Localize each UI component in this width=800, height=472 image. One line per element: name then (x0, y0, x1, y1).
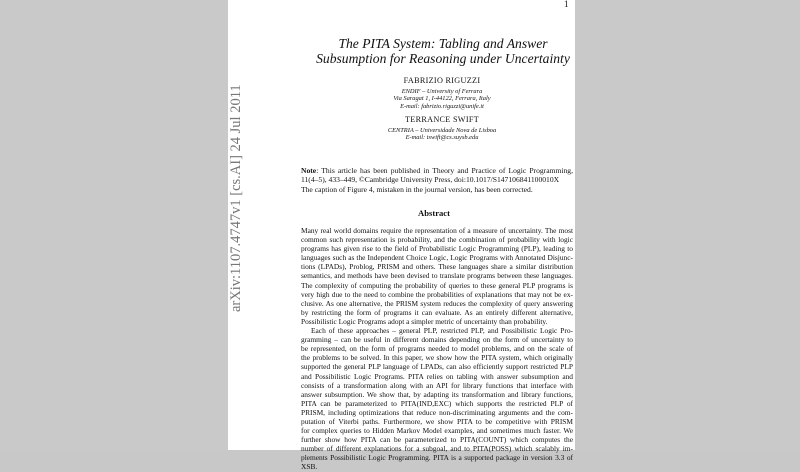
abstract-line: The complexity of computing the probability of queries to these general PLP programs is (301, 280, 573, 290)
author-block (318, 76, 566, 110)
abstract-line: programs has given rise to the field of Probabilistic Logic Programming (PLP), leading to (301, 244, 573, 254)
author-affiliation: CENTRIA – Universidade Nova de Lisboa (387, 127, 497, 134)
abstract-line: supported the general PLP language of LPADs, can also efficiently support restricted PLP (301, 362, 573, 372)
abstract-line: common such representation is probability, and the combination of probability with logic (301, 235, 573, 245)
caption-correction: The caption of Figure 4, mistaken in the journal version, has been corrected. (301, 184, 533, 194)
abstract-line: for complex queries to Hidden Markov Model examples, and sometimes much faster. We (301, 426, 573, 436)
abstract-line: PITA can be parameterized to PITA(IND,EXC) which supports the restricted PLP of (301, 398, 573, 408)
author-block (318, 115, 566, 142)
abstract-heading: Abstract (418, 208, 450, 218)
abstract-line: languages such as the Independent Choice Logic, Logic Programs with Annotated Disjunc- (301, 253, 573, 263)
abstract-line: and Possibilistic Logic Programs. PITA relies on tabling with answer subsumption and (301, 371, 573, 381)
note-label: Note (301, 166, 317, 175)
arxiv-stamp-text: arXiv:1107.4747v1 [cs.AI] 24 Jul 2011 (228, 84, 244, 312)
author-name: TERRANCE SWIFT (404, 115, 480, 124)
abstract-line: gramming – can be useful in different domains depending on the form of uncertainty to (301, 335, 573, 345)
author-email: E-mail: tswift@cs.suysb.edu (405, 134, 479, 142)
title-line: Subsumption for Reasoning under Uncertainty (316, 51, 570, 66)
abstract-line: further show how PITA can be parameterized to PITA(COUNT) which computes the (301, 435, 573, 445)
abstract-line: Many real world domains require the representation of a measure of uncertainty. The most (301, 226, 573, 235)
title-line: The PITA System: Tabling and Answer (338, 36, 548, 51)
author-name: FABRIZIO RIGUZZI (403, 76, 481, 85)
author-address: Via Saragat 1, I-44122, Ferrara, Italy (393, 95, 491, 103)
abstract-line: tions (LPADs), Problog, PRISM and others. These languages share a similar distribution (301, 262, 573, 272)
abstract-line: very high due to the need to combine the probabilities of explanations that may not be ex- (301, 289, 573, 299)
abstract-line: semantics, and methods have been devised to translate programs between these languages. (301, 271, 573, 281)
abstract-line: XSB. (301, 462, 318, 472)
abstract-line: plements Possibilistic Logic Programming. PITA is a supported package in version 3.3 of (301, 453, 573, 463)
note-text: : This article has been published in Theory and Practice of Logic Programming, 11(4–5), 433–449, ©Cambridge University Press, doi:10.1017/S147106841100010X (301, 166, 573, 185)
arxiv-stamp (224, 0, 246, 450)
abstract-line: clusive. As one alternative, the PRISM system reduces the complexity of query answering (301, 298, 573, 308)
page-number: 1 (564, 0, 569, 9)
abstract-line: number of different explanations for a subgoal, and to PITA(POSS) which scalably im- (301, 444, 573, 454)
abstract-line: answer subsumption. We show that, by adapting its transformation and library functions, (301, 389, 573, 399)
abstract-body (301, 226, 573, 472)
abstract-line: be represented, on the form of programs needed to model problems, and on the scale of (301, 344, 573, 354)
abstract-line: Each of these approaches – general PLP, restricted PLP, and Possibilistic Logic Pro- (311, 326, 573, 336)
abstract-line: consists of a transformation along with an API for library functions that interface with (301, 380, 573, 390)
author-email: E-mail: fabrizio.riguzzi@unife.it (400, 102, 484, 110)
paper-title (308, 36, 578, 66)
abstract-line: PRISM, including optimizations that reduce non-discriminating arguments and the com- (301, 407, 573, 417)
abstract-line: putation of Viterbi paths. Furthermore, we show PITA to be competitive with PRISM (301, 416, 573, 426)
abstract-line: the problems to be solved. In this paper, we show how the PITA system, which originally (301, 353, 573, 363)
abstract-line: Possibilistic Logic Programs adopt a simpler metric of uncertainty than probability. (301, 316, 548, 326)
author-affiliation: ENDIF – University of Ferrara (401, 88, 483, 95)
publication-note (301, 166, 573, 194)
paper-page (228, 0, 575, 472)
abstract-line: by restricting the form of programs it can evaluate. As an entirely different alternative, (301, 307, 573, 317)
